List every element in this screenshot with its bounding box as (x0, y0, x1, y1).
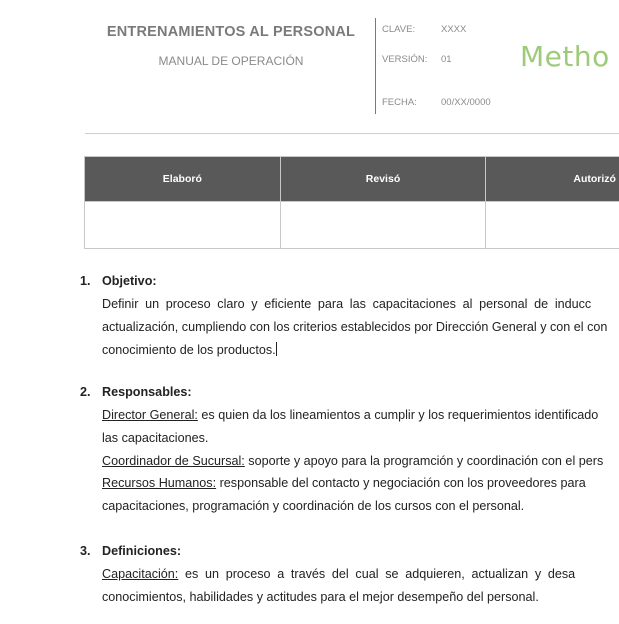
section-heading: Responsables: (102, 385, 192, 399)
meta-value-clave: XXXX (441, 24, 467, 35)
signature-header-row (85, 157, 619, 202)
section-heading: Definiciones: (102, 544, 182, 558)
responsable-item (102, 454, 603, 468)
paragraph-line: actualización, cumpliendo con los criterios establecidos por Dirección General y con el con (102, 320, 608, 334)
term-description: conocimientos, habilidades y actitudes para el mejor desempeño del personal. (102, 590, 539, 604)
paragraph-text: conocimiento de los productos. (102, 343, 276, 357)
meta-value-fecha: 00/XX/0000 (441, 97, 491, 108)
definition-item (102, 567, 575, 581)
responsable-item (102, 408, 598, 422)
signature-cell-reviso[interactable] (280, 202, 486, 249)
responsable-item (102, 499, 524, 513)
meta-label-clave: CLAVE: (382, 24, 416, 35)
signature-cell-elaboro[interactable] (85, 202, 281, 249)
column-reviso: Revisó (280, 157, 486, 202)
term-description: soporte y apoyo para la programción y coordinación con el pers (244, 454, 604, 468)
section-heading: Objetivo: (102, 274, 157, 288)
term-label: Director General: (102, 408, 198, 422)
logo-text: Metho (520, 40, 610, 73)
term-label: Coordinador de Sucursal: (102, 454, 245, 468)
signature-table (84, 156, 619, 249)
document-title: ENTRENAMIENTOS AL PERSONAL (106, 24, 356, 40)
section-number: 2. (80, 385, 91, 399)
company-logo (520, 40, 610, 73)
signature-cell-autorizo[interactable] (486, 202, 619, 249)
paragraph-line: Definir un proceso claro y eficiente para las capacitaciones al personal de inducc (102, 297, 592, 311)
definition-item (102, 590, 539, 604)
section-number: 1. (80, 274, 91, 288)
meta-label-version: VERSIÓN: (382, 54, 428, 65)
text-cursor (276, 342, 277, 356)
term-description: responsable del contacto y negociación con los proveedores para (216, 476, 586, 490)
term-description: capacitaciones, programación y coordinación de los cursos con el personal. (102, 499, 525, 513)
meta-label-fecha: FECHA: (382, 97, 417, 108)
header-rule (85, 133, 619, 134)
header-divider (375, 18, 376, 114)
document-subtitle: MANUAL DE OPERACIÓN (158, 54, 304, 68)
term-label: Recursos Humanos: (102, 476, 217, 490)
signature-row (85, 202, 619, 249)
term-description: es un proceso a través del cual se adquieren, actualizan y desa (178, 567, 576, 581)
responsable-item (102, 476, 586, 490)
column-elaboro: Elaboró (85, 157, 281, 202)
term-description: las capacitaciones. (102, 431, 209, 445)
paragraph-line (102, 342, 277, 357)
meta-value-version: 01 (441, 54, 452, 65)
responsable-item (102, 431, 208, 445)
term-label: Capacitación: (102, 567, 179, 581)
column-autorizo: Autorizó (486, 157, 619, 202)
term-description: es quien da los lineamientos a cumplir y los requerimientos identificado (197, 408, 599, 422)
section-number: 3. (80, 544, 91, 558)
